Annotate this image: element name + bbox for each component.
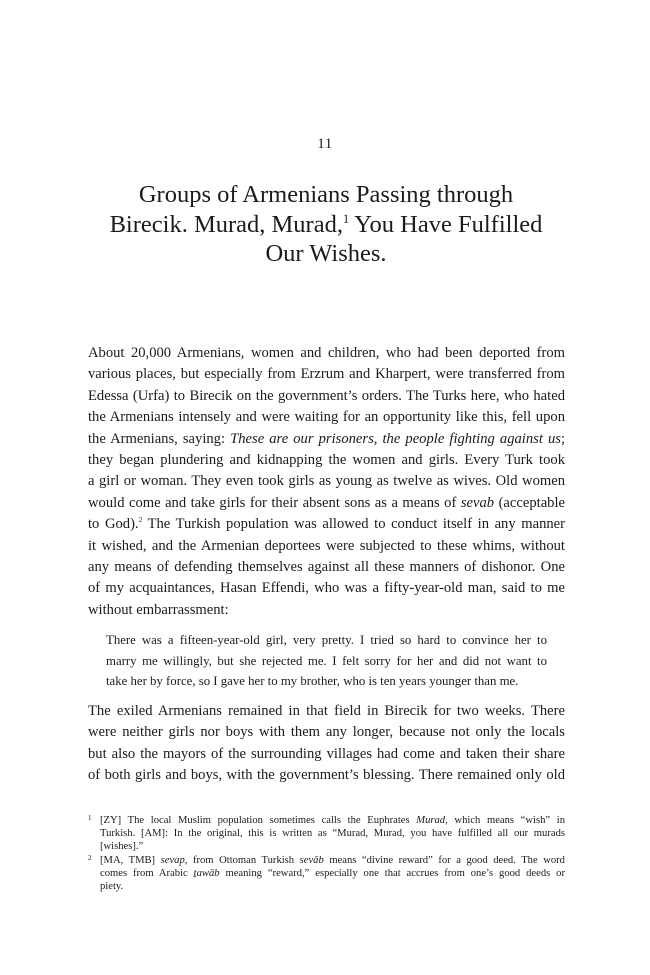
text-line: the Armenians intensely and were waiting for an opportunity like this, fell upon xyxy=(88,409,565,426)
text-line: a girl or woman. They even took girls as young as twelve as wives. Old women xyxy=(88,473,565,490)
footnote-2 xyxy=(88,854,565,893)
text-line: to God).$^2$ The Turkish population was allowed to conduct itself in any manner xyxy=(88,515,565,533)
block-quote xyxy=(106,630,547,692)
chapter-title xyxy=(88,180,564,269)
footnote-line: Turkish. [AM]: In the original, this is written as “Murad, Murad, you have fulfilled all our murads xyxy=(100,828,565,839)
quote-line: marry me willingly, but she rejected me. I felt sorry for her and did not want to xyxy=(106,653,547,668)
footnote-marker: 1 xyxy=(88,814,92,822)
footnote-line: comes from Arabic ṯawāb meaning “reward,” especially one that accrues from one’s good deeds or xyxy=(100,868,565,879)
footnote-line: [wishes].” xyxy=(100,841,144,852)
chapter-number: 11 xyxy=(317,136,333,152)
footnote-ref-1[interactable]: 1 xyxy=(342,211,350,226)
chapter-title-line: Birecik. Murad, Murad,$^1$ You Have Fulfilled xyxy=(109,210,543,238)
footnote-line: [ZY] The local Muslim population sometimes calls the Euphrates Murad, which means “wish” in xyxy=(100,815,565,826)
quote-line: take her by force, so I gave her to my brother, who is ten years younger than me. xyxy=(106,674,519,688)
text-line: the Armenians, saying: These are our prisoners, the people fighting against us; xyxy=(88,430,565,447)
text-line: any means of defending themselves against all these manners of dishonor. One xyxy=(88,559,565,576)
quote-line: There was a fifteen-year-old girl, very pretty. I tried so hard to convince her to xyxy=(106,633,547,647)
text-line: would come and take girls for their absent sons as a means of sevab (acceptable xyxy=(88,494,565,511)
text-line: The exiled Armenians remained in that field in Birecik for two weeks. There xyxy=(88,703,565,719)
chapter-title-line: Groups of Armenians Passing through xyxy=(138,181,514,208)
text-line: but also the mayors of the surrounding villages had come and taken their share xyxy=(88,745,565,762)
text-line: of both girls and boys, with the government’s blessing. There remained only old xyxy=(88,767,565,784)
body-paragraph-1 xyxy=(88,343,565,621)
text-line: it wished, and the Armenian deportees were subjected to these whims, without xyxy=(88,537,565,554)
text-line: Edessa (Urfa) to Birecik on the government’s orders. The Turks here, who hated xyxy=(88,387,565,404)
text-line: they began plundering and kidnapping the women and girls. Every Turk took xyxy=(88,452,565,469)
footnote-1 xyxy=(88,814,565,853)
text-line: of my acquaintances, Hasan Effendi, who was a fifty-year-old man, said to me xyxy=(88,580,565,597)
footnote-ref-2[interactable]: 2 xyxy=(138,515,143,525)
text-line: were neither girls nor boys with them any longer, because not only the locals xyxy=(88,724,565,741)
quoted-phrase: These are our prisoners, the people fighting against us xyxy=(230,430,561,447)
text-line: various places, but especially from Erzrum and Kharpert, were transferred from xyxy=(88,366,565,383)
term-sevab: sevab xyxy=(460,494,495,511)
text-line: About 20,000 Armenians, women and children, who had been deported from xyxy=(88,345,565,361)
footnote-marker: 2 xyxy=(88,854,92,862)
footnotes xyxy=(88,814,565,894)
footnote-line: piety. xyxy=(100,881,124,892)
body-paragraph-2 xyxy=(88,701,565,787)
text-line: without embarrassment: xyxy=(88,601,229,618)
chapter-title-line: Our Wishes. xyxy=(265,240,387,267)
footnote-line: [MA, TMB] sevap, from Ottoman Turkish sevāb means “divine reward” for a good deed. The word xyxy=(100,855,565,866)
